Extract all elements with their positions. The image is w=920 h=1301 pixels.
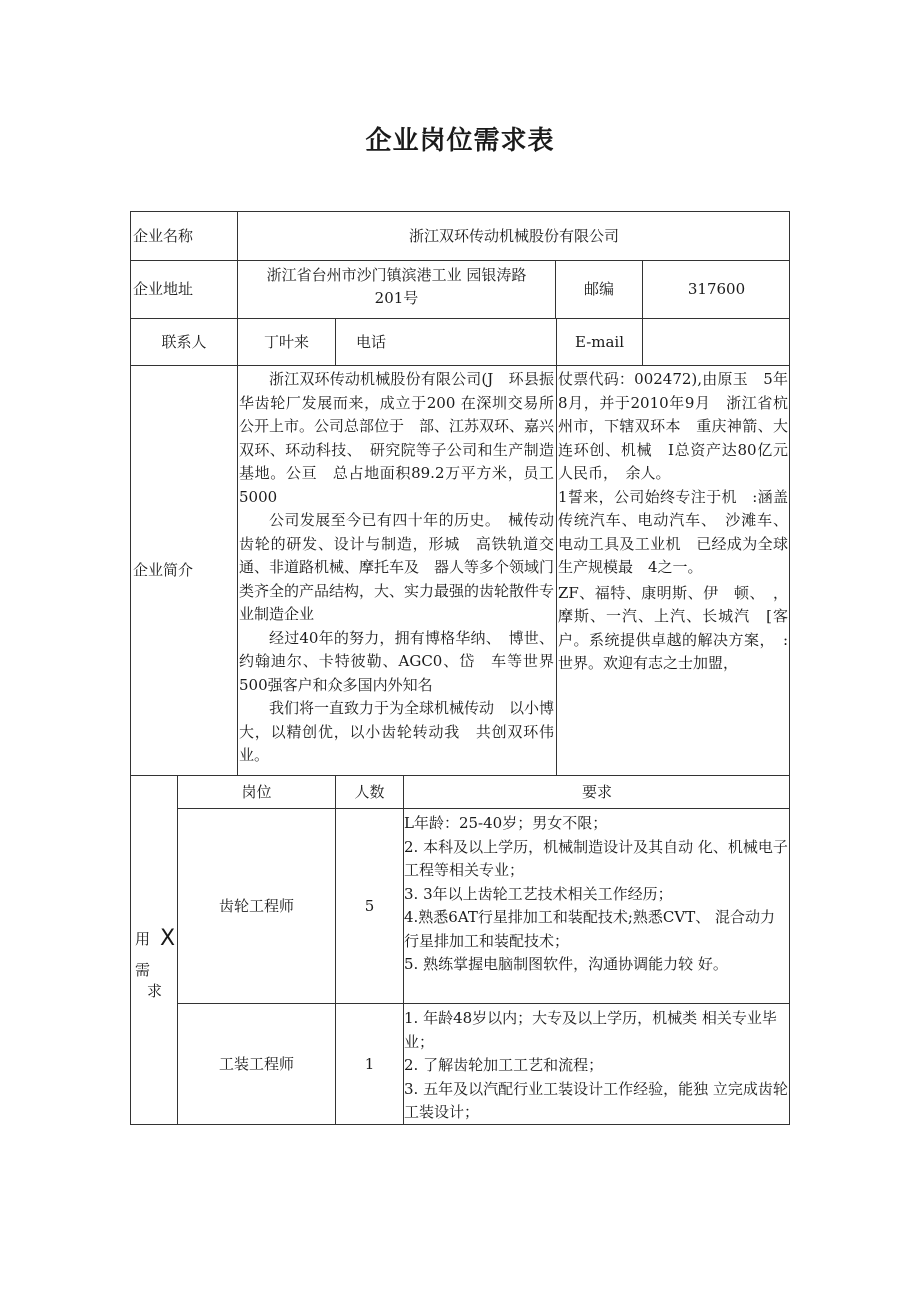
requirement-item: 3. 五年及以汽配行业工装设计工作经验，能独 立完成齿轮工装设计；	[404, 1079, 788, 1121]
address-line-1: 浙江省台州市沙门镇滨港工业 园银涛路	[266, 266, 527, 284]
postcode: 317600	[687, 280, 746, 298]
side-label-x: X	[160, 926, 176, 951]
col-divider	[556, 318, 557, 775]
profile-paragraph: ZF、福特、康明斯、伊 顿、 ，摩斯、一汽、上汽、长城汽 [客户。系统提供卓越的解决方案， :世界。欢迎有志之士加盟，	[558, 583, 788, 672]
side-label-char: 用	[135, 930, 151, 948]
requirements-list	[404, 812, 789, 1002]
profile-label: 企业简介	[133, 561, 194, 579]
address	[238, 264, 555, 318]
company-name: 浙江双环传动机械股份有限公司	[408, 226, 619, 245]
profile-paragraph: 仗票代码：002472),由原玉 5年8月，并于2010年9月 浙江省杭州市，下辖双环本 重庆神箭、大连环创、机械 I总资产达80亿元人民币， 余人。	[558, 370, 788, 482]
position-name: 工装工程师	[218, 1055, 294, 1073]
requirement-item: 1. 年龄48岁以内；大专及以上学历，机械类 相关专业毕业；	[404, 1009, 777, 1051]
header-position: 岗位	[241, 782, 272, 801]
demand-side-label	[131, 776, 177, 1125]
email-value	[646, 319, 786, 365]
requirement-item: L年龄：25-40岁；男女不限；	[404, 814, 608, 832]
email-label: E-mail	[574, 332, 625, 351]
requirements-list	[404, 1007, 789, 1124]
requirement-item: 4.熟悉6AT行星排加工和装配技术;熟悉CVT、 混合动力行星排加工和装配技术；	[404, 908, 776, 950]
side-label-char: 需	[135, 961, 151, 979]
profile-paragraph: 公司发展至今已有四十年的历史。 械传动齿轮的研发、设计与制造，形城 高铁轨道交通、非道路机械、摩托车及 器人等多个领域门类齐全的产品结构，大、实力最强的齿轮散件专业制造企业	[239, 511, 554, 623]
requirement-item: 5. 熟练掌握电脑制图软件，沟通协调能力较 好。	[404, 955, 728, 973]
position-count: 5	[364, 896, 375, 915]
company-name-label: 企业名称	[133, 226, 194, 245]
phone-value	[420, 319, 550, 365]
contact-label: 联系人	[161, 332, 207, 351]
col-divider	[335, 318, 336, 365]
requirement-item: 2. 了解齿轮加工工艺和流程；	[404, 1056, 604, 1074]
header-requirements: 要求	[581, 782, 612, 801]
position-count: 1	[364, 1055, 375, 1073]
page-title: 企业岗位需求表	[365, 126, 555, 156]
phone-label: 电话	[356, 332, 387, 351]
requirement-item: 2. 本科及以上学历，机械制造设计及其自动 化、机械电子工程等相关专业；	[404, 837, 788, 879]
profile-right-column	[558, 368, 788, 774]
header-count: 人数	[354, 782, 385, 801]
address-line-2: 201号	[374, 289, 419, 307]
contact-name: 丁叶来	[263, 332, 309, 351]
position-name: 齿轮工程师	[218, 896, 294, 915]
profile-paragraph: 经过40年的努力，拥有博格华纳、 博世、约翰迪尔、卡特彼勒、AGC0、岱 车等世界500强客户和众多国内外知名	[239, 628, 554, 694]
address-label: 企业地址	[133, 280, 194, 298]
profile-paragraph: 浙江双环传动机械股份有限公司(J 环县振华齿轮厂发展而来，成立于200 在深圳交易所公开上市。公司总部位于 部、江苏双环、嘉兴双环、环动科技、 研究院等子公司和生产制造基地。公亘 总占地面积89.2万平方米，员工5000	[239, 370, 554, 506]
profile-left-column	[239, 368, 554, 774]
profile-paragraph: 我们将一直致力于为全球机械传动 以小博大，以精创优，以小齿轮转动我 共创双环伟业。	[239, 699, 554, 764]
side-label-char: 求	[147, 982, 163, 1000]
postcode-label: 邮编	[583, 280, 614, 298]
profile-paragraph: 1誓来，公司始终专注于机 :涵盖传统汽车、电动汽车、 沙滩车、电动工具及工业机 已经成为全球生产规模最 4之一。	[558, 487, 788, 576]
requirement-item: 3. 3年以上齿轮工艺技术相关工作经历；	[404, 884, 673, 903]
